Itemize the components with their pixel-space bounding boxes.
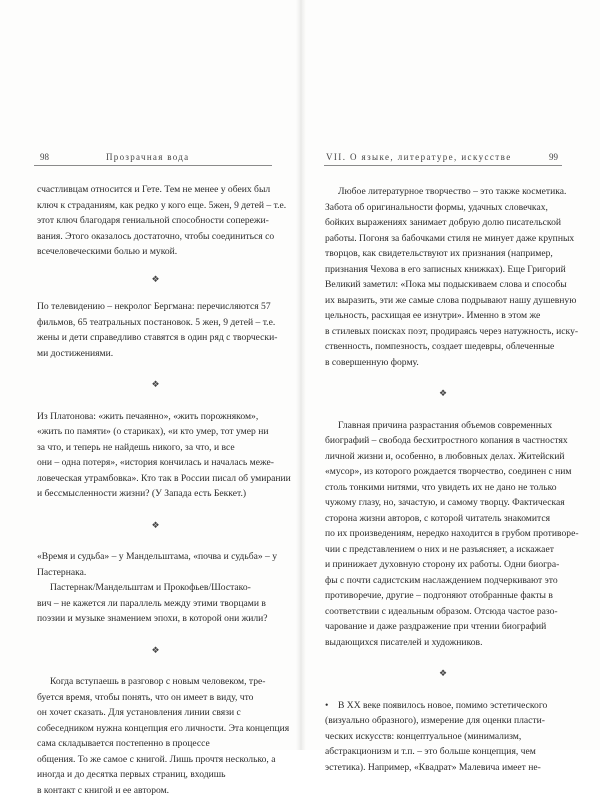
text-line: общения. То же самое с книгой. Лишь прочтя несколько, а	[37, 752, 274, 768]
text-line: они – одна потеря», «история кончилась и началась меже-	[37, 455, 274, 471]
text-line: «мусор», из которого рождается творчество, соединен с ним	[325, 464, 561, 480]
text-line: ловеческая утрамбовка». Кто так в России писал об умирании	[37, 471, 274, 487]
text-line: в контакт с книгой и ее автором.	[37, 783, 274, 798]
text-line: творцов, как свидетельствуют их признания (например,	[325, 246, 561, 262]
paragraph	[37, 182, 274, 260]
text-line: вич – не кажется ли параллель между этими творцами в	[37, 596, 274, 612]
text-line: Забота об оригинальности формы, удачных словечках,	[325, 200, 561, 216]
text-line: по их произведениям, нередко находится в грубом противоре-	[325, 526, 561, 542]
text-line: иногда и до десятка первых страниц, входишь	[37, 767, 274, 783]
right-page-number: 99	[549, 152, 558, 162]
text-line: собеседником нужна концепция его личности. Эта концепция	[37, 721, 274, 737]
text-line: «жить по памяти» (о стариках), «и кто умер, тот умер ни	[37, 424, 274, 440]
right-running-head: VII. О языке, литературе, искусстве	[326, 152, 512, 162]
text-line: поэзии и музыке знамением эпохи, в которой они жили?	[37, 611, 274, 627]
text-line: бойких выражениях занимает добрую долю писательской	[325, 215, 561, 231]
text-line: он хочет сказать. Для установления линии связи с	[37, 705, 274, 721]
text-line: Пастернак/Мандельштам и Прокофьев/Шостако-	[37, 580, 274, 596]
text-line: выдающихся писателей и художников.	[325, 635, 561, 651]
text-line: в совершенную форму.	[325, 355, 561, 371]
paragraph	[325, 418, 561, 651]
text-line: признания Чехова в его записных книжках). Еще Григорий	[325, 262, 561, 278]
paragraph	[37, 580, 274, 627]
text-line: сама складывается постепенно в процессе	[37, 736, 274, 752]
right-page	[302, 0, 600, 750]
section-ornament-icon: ❖	[325, 386, 561, 402]
text-line: ческих искусств: концептуальное (минимализм,	[325, 729, 561, 745]
left-running-head: Прозрачная вода	[106, 152, 189, 162]
paragraph	[37, 409, 274, 502]
text-line: Главная причина разрастания объемов современных	[325, 418, 561, 434]
text-line: Великий заметил: «Пока мы подыскиваем слова и способы	[325, 277, 561, 293]
paragraph	[325, 698, 561, 776]
text-line: Любое литературное творчество – это также косметика.	[325, 184, 561, 200]
text-line: сторона жизни авторов, с которой читатель знакомится	[325, 511, 561, 527]
text-line: По телевидению – некролог Бергмана: перечисляются 57	[37, 299, 274, 315]
paragraph	[37, 674, 274, 798]
paragraph	[37, 299, 274, 361]
text-line: личной жизни и, особенно, в любовных делах. Житейский	[325, 449, 561, 465]
text-line: фы с почти садистским наслаждением подчеркивают это	[325, 573, 561, 589]
text-line: чужому глазу, но, зачастую, и самому творцу. Фактическая	[325, 495, 561, 511]
text-line: чарование и даже раздражение при чтении биографий	[325, 619, 561, 635]
text-line: абстракционизм и т.п. – это больше концепция, чем	[325, 744, 561, 760]
text-line: ми достижениями.	[37, 346, 274, 362]
text-line: вания. Этого оказалось достаточно, чтобы соединиться со	[37, 229, 274, 245]
text-line: жены и дети справедливо ставятся в один ряд с творчески-	[37, 330, 274, 346]
section-ornament-icon: ❖	[37, 643, 274, 659]
text-line: и принижает духовную сторону их работы. Одни биогра-	[325, 557, 561, 573]
text-line: их выразить, эти же самые слова подрывают нашу душевную	[325, 293, 561, 309]
text-line: цельность, расхищая ее изнутри». Именно в этом же	[325, 308, 561, 324]
text-line: «Время и судьба» – у Мандельштама, «почва и судьба» – у	[37, 549, 274, 565]
text-line: ключ к страданиям, как редко у кого еще. 5жен, 9 детей – т.е.	[37, 198, 274, 214]
right-header-rule	[324, 165, 562, 166]
text-line: Из Платонова: «жить печаянно», «жить порожняком»,	[37, 409, 274, 425]
text-line: противоречие, другие – подгоняют отобранные факты в	[325, 588, 561, 604]
text-line: соответствии с идеальным образом. Отсюда частое разо-	[325, 604, 561, 620]
text-line: этот ключ благодаря гениальной способности сопережи-	[37, 213, 274, 229]
text-line: за что, и теперь не найдешь никого, за что, и все	[37, 440, 274, 456]
left-page-number: 98	[40, 152, 49, 162]
section-ornament-icon: ❖	[37, 518, 274, 534]
text-line: счастливцам относится и Гете. Тем не менее у обеих был	[37, 182, 274, 198]
section-ornament-icon: ❖	[37, 272, 274, 288]
text-line: работы. Погоня за бабочками стиля не минует даже крупных	[325, 231, 561, 247]
left-header-rule	[34, 165, 272, 166]
text-line: столь тонкими нитями, что увидеть их не дано не только	[325, 480, 561, 496]
left-page	[0, 0, 298, 750]
text-line: и бессмысленности жизни? (У Запада есть Беккет.)	[37, 486, 274, 502]
text-line: ственность, помпезность, создает шедевры, облеченные	[325, 339, 561, 355]
text-line: • В XX веке появилось новое, помимо эстетического	[325, 698, 561, 714]
paragraph	[325, 184, 561, 370]
paragraph	[37, 549, 274, 580]
right-body-text	[325, 184, 561, 775]
text-line: буется время, чтобы понять, что он имеет в виду, что	[37, 690, 274, 706]
section-ornament-icon: ❖	[37, 377, 274, 393]
text-line: биографий – свобода бесхитростного копания в частностях	[325, 433, 561, 449]
text-line: фильмов, 65 театральных постановок. 5 жен, 9 детей – т.е.	[37, 315, 274, 331]
text-line: (визуально образного), измерение для оценки пласти-	[325, 713, 561, 729]
left-body-text	[37, 182, 274, 798]
text-line: Когда вступаешь в разговор с новым человеком, тре-	[37, 674, 274, 690]
text-line: Пастернака.	[37, 565, 274, 581]
text-line: чии с представлением о них и не разъясняет, а искажает	[325, 542, 561, 558]
text-line: всечеловеческими болью и мукой.	[37, 244, 274, 260]
text-line: в стилевых поисках поэт, продираясь через натужность, иску-	[325, 324, 561, 340]
section-ornament-icon: ❖	[325, 666, 561, 682]
text-line: эстетика). Например, «Квадрат» Малевича имеет не-	[325, 760, 561, 776]
